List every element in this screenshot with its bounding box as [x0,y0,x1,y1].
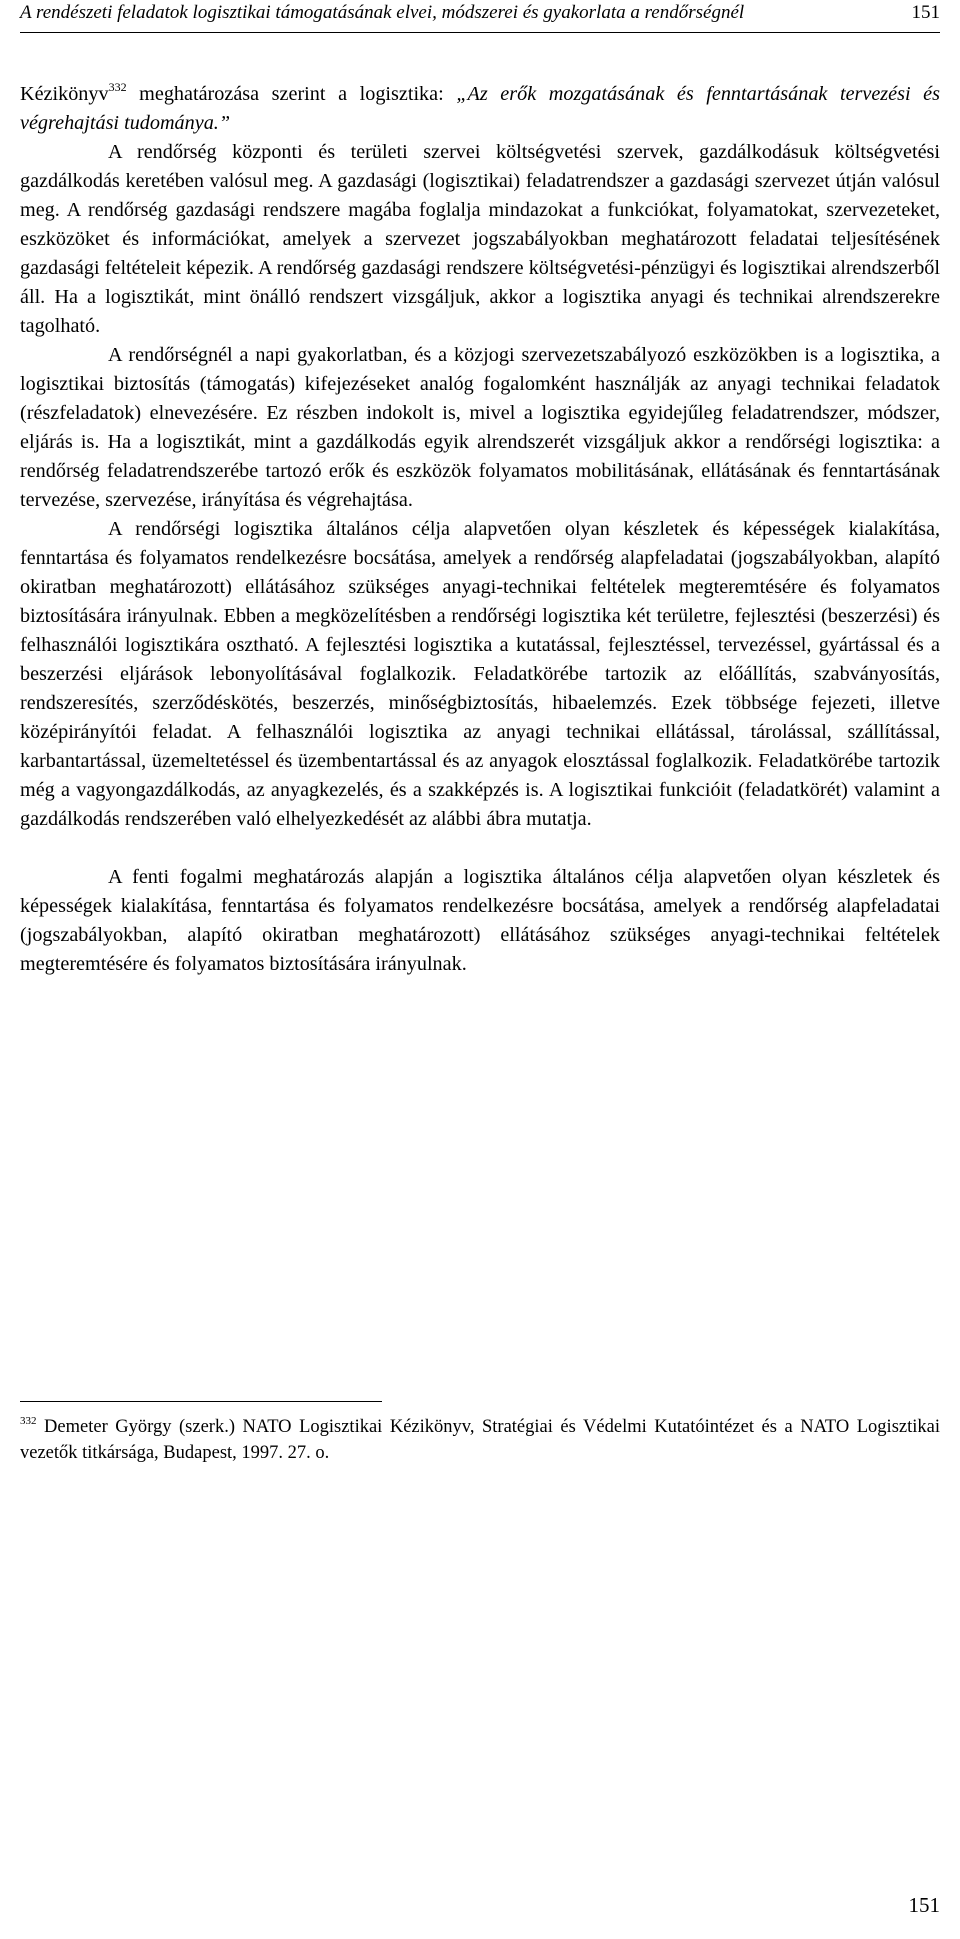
paragraph-text: Kézikönyv [20,83,109,105]
paragraph: A rendőrségi logisztika általános célja alapvetően olyan készletek és képességek kialakítása, fenntartása és folyamatos rendelkezésre bocsátása, amelyek a rendőrség alapfeladatai (jogszabályokban, alapító okiratban meghatározott) ellátásához szükséges anyagi-technikai feltételek megteremtésére és folyamatos biztosítására irányulnak. Ebben a megközelítésben a rendőrségi logisztika két területre, fejlesztési (beszerzési) és felhasználói logisztikára osztható. A fejlesztési logisztika a kutatással, fejlesztéssel, tervezéssel, gyártással és a beszerzési eljárások lebonyolításával foglalkozik. Feladatkörébe tartozik az előállítás, szabványosítás, rendszeresítés, szerződéskötés, beszerzés, minőségbiztosítás, hibaelemzés. Ezek többsége fejezeti, illetve középirányítói feladat. A felhasználói logisztika az anyagi technikai ellátással, tárolással, szállítással, karbantartással, üzemeltetéssel és üzembentartással és az anyagok elosztással foglalkozik. Feladatkörébe tartozik még a vagyongazdálkodás, az anyagkezelés, és a szakképzés is. A logisztikai funkcióit (feladatkörét) valamint a gazdálkodás rendszerében való elhelyezkedését az alábbi ábra mutatja. [20,518,940,830]
main-text [20,80,940,979]
header-page-number: 151 [911,2,940,23]
running-header [20,0,940,33]
paragraph: A rendőrségnél a napi gyakorlatban, és a közjogi szervezetszabályozó eszközökben is a logisztika, a logisztikai biztosítás (támogatás) kifejezéseket analóg fogalomként használják az anyagi technikai feladatok (részfeladatok) elnevezésére. Ez részben indokolt is, mivel a logisztika egyidejűleg feladatrendszer, módszer, eljárás is. Ha a logisztikát, mint a gazdálkodás egyik alrendszerét vizsgáljuk akkor a rendőrségi logisztika: a rendőrség feladatrendszerébe tartozó erők és eszközök folyamatos mobilitásának, ellátásának és fenntartásának tervezése, szervezése, irányítása és végrehajtása. [20,344,940,511]
footnote-text: Demeter György (szerk.) NATO Logisztikai Kézikönyv, Stratégiai és Védelmi Kutatóintézet és a NATO Logisztikai vezetők titkársága, Budapest, 1997. 27. o. [20,1417,940,1463]
footnote-separator [20,1401,382,1402]
footnote-number: 332 [20,1415,37,1427]
definition-quote: „Az erők mozgatásának és fenntartásának tervezési és végrehajtási tudománya.” [20,83,940,134]
footnote [20,1414,940,1466]
blank-line [20,834,940,863]
page-number: 151 [908,1893,940,1917]
paragraph-definition [20,80,940,138]
paragraph-text: meghatározása szerint a logisztika: [126,83,457,105]
paragraph: A fenti fogalmi meghatározás alapján a logisztika általános célja alapvetően olyan készletek és képességek kialakítása, fenntartása és folyamatos rendelkezésre bocsátása, amelyek a rendőrség alapfeladatai (jogszabályokban, alapító okiratban meghatározott) ellátásához szükséges anyagi-technikai feltételek megteremtésére és folyamatos biztosítására irányulnak. [20,866,940,975]
header-title: A rendészeti feladatok logisztikai támogatásának elvei, módszerei és gyakorlata a rendőrségnél [20,2,745,23]
footnote-reference[interactable]: 332 [108,80,127,94]
paragraph: A rendőrség központi és területi szervei költségvetési szervek, gazdálkodásuk költségvetési gazdálkodás keretében valósul meg. A gazdasági (logisztikai) feladatrendszer a gazdasági szervezet útján valósul meg. A rendőrség gazdasági rendszere magába foglalja mindazokat a funkciókat, folyamatokat, szervezeteket, eszközöket és információkat, amelyek a szervezet jogszabályokban meghatározott feladatai teljesítésének gazdasági feltételeit képezik. A rendőrség gazdasági rendszere költségvetési-pénzügyi és logisztikai alrendszerből áll. Ha a logisztikát, mint önálló rendszert vizsgáljuk, akkor a logisztika anyagi és technikai alrendszerekre tagolható. [20,141,940,337]
